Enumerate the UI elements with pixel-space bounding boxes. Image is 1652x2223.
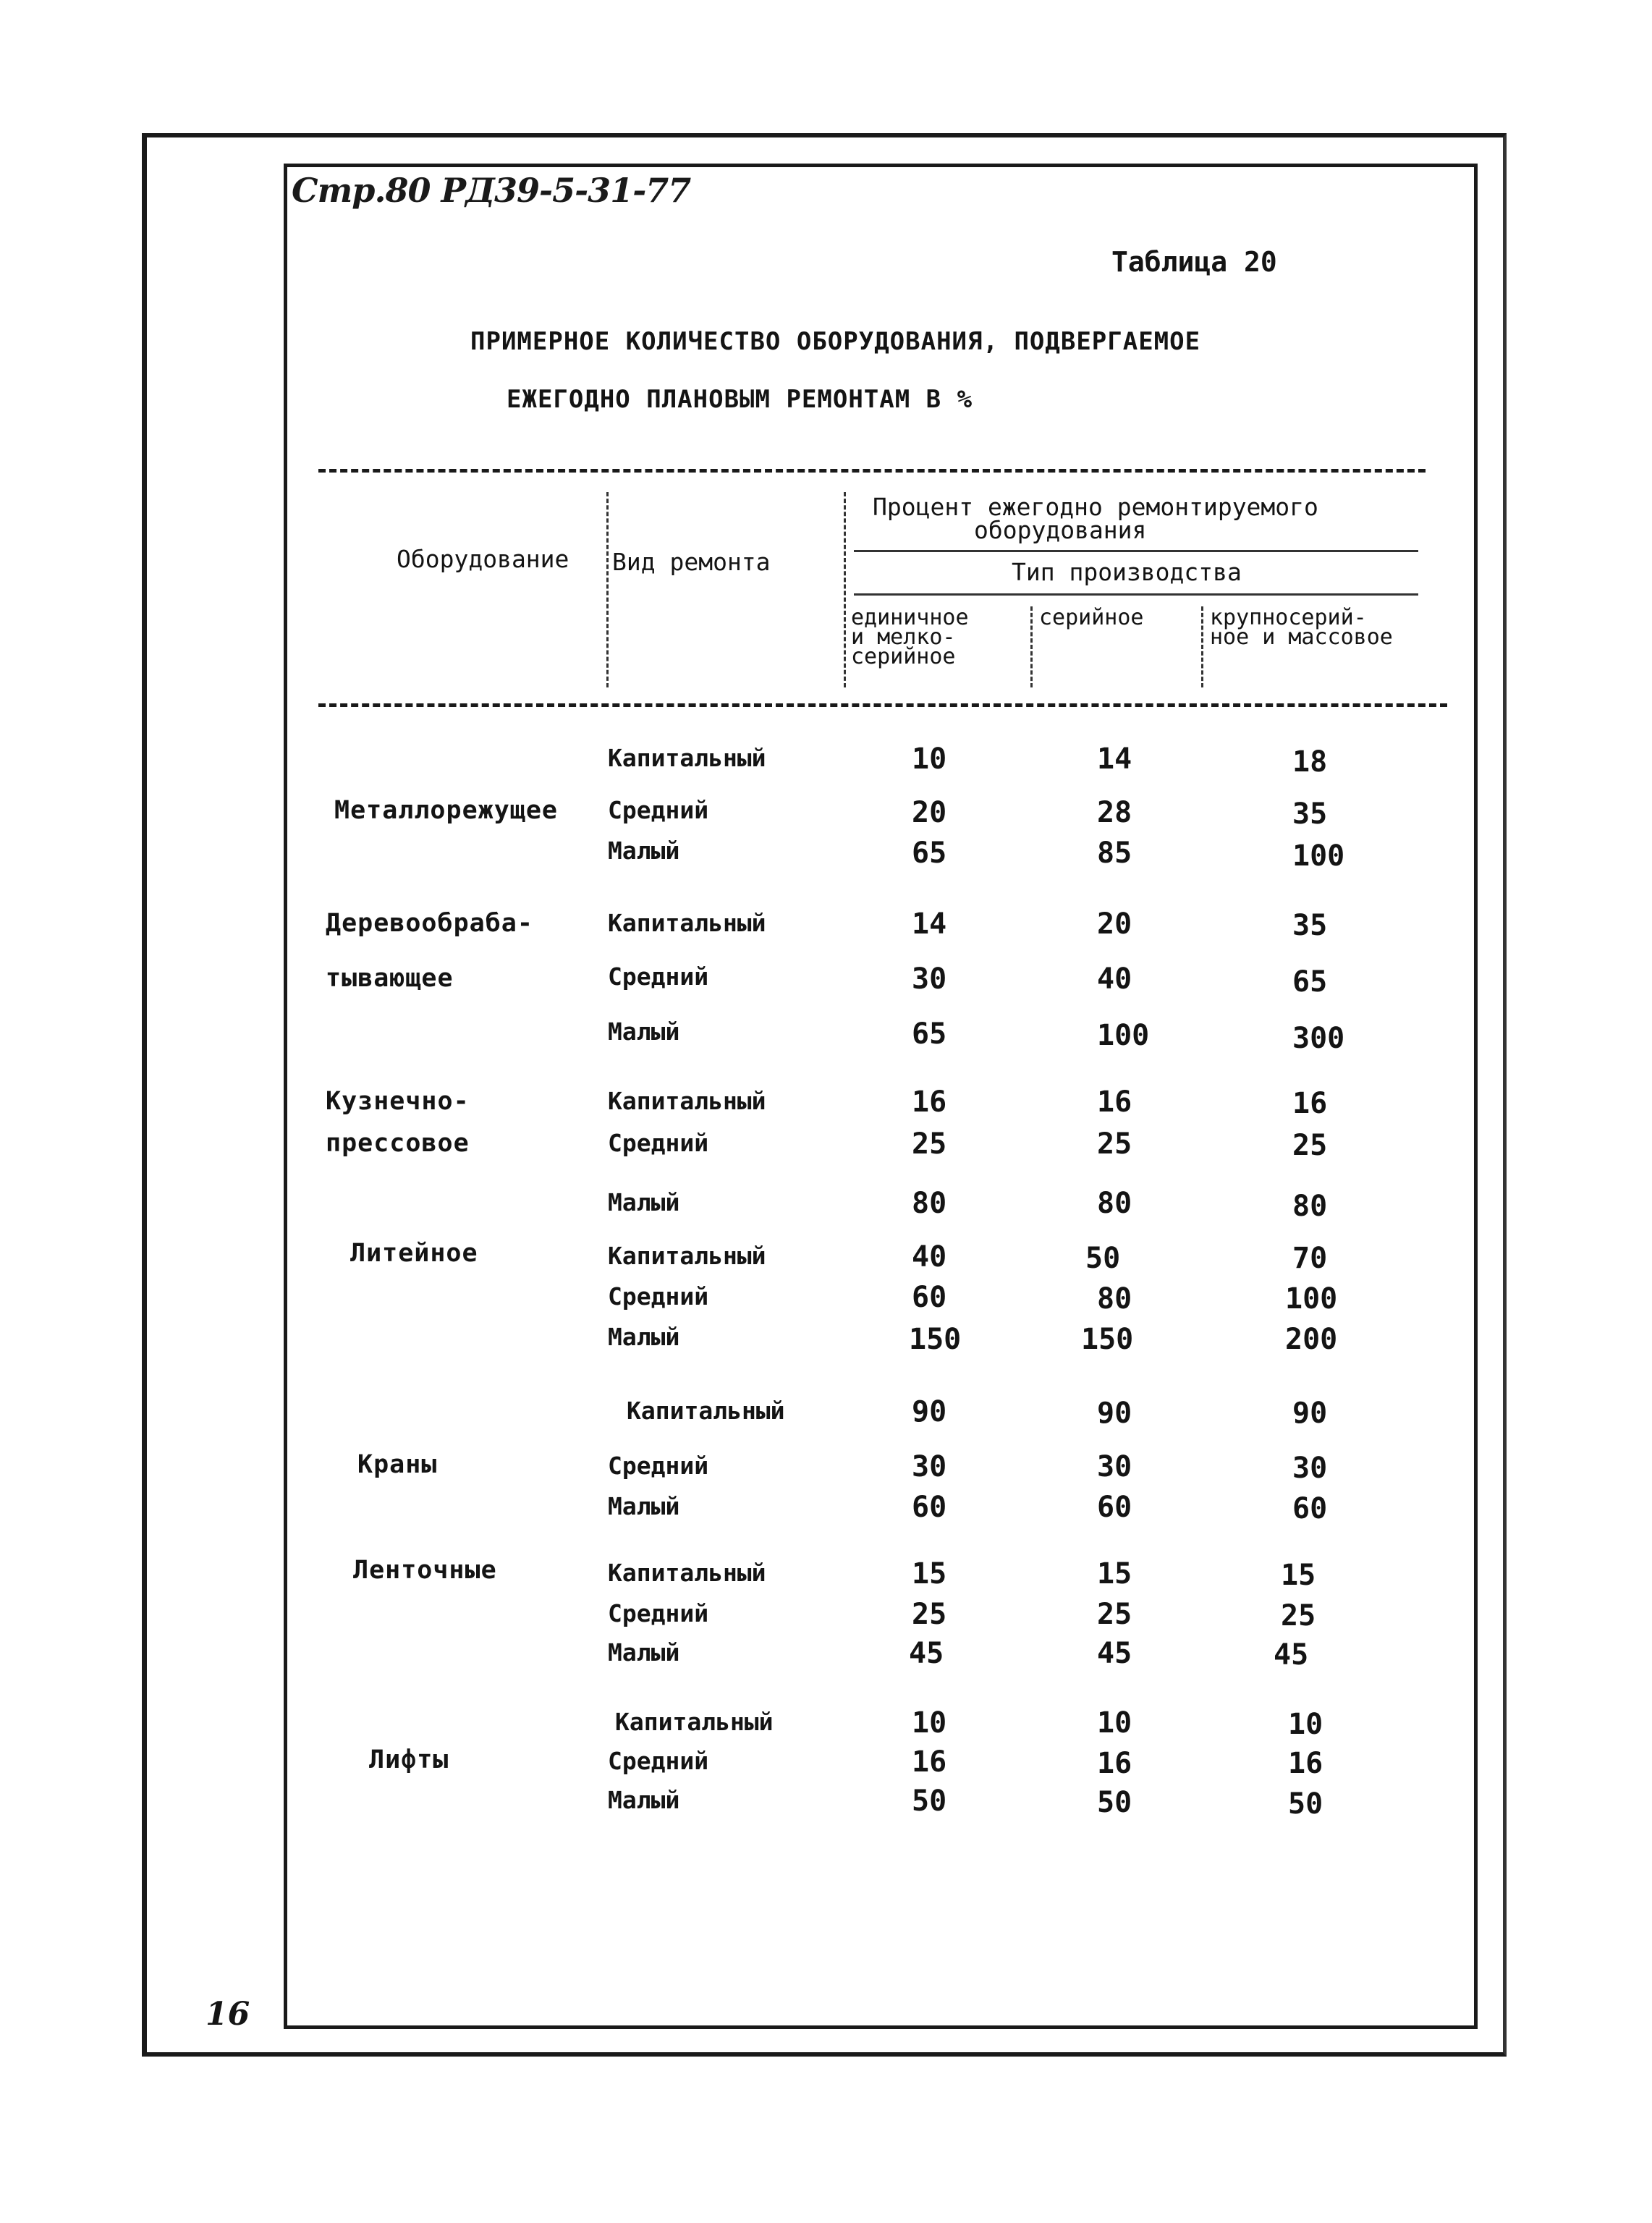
header-col-mass-line-1: крупносерий- [1210, 605, 1367, 630]
repair-type: Малый [608, 1017, 680, 1046]
value-single: 40 [912, 1240, 947, 1274]
value-single: 10 [912, 1706, 947, 1740]
table-title-line-1: ПРИМЕРНОЕ КОЛИЧЕСТВО ОБОРУДОВАНИЯ, ПОДВЕРГАЕМОЕ [470, 327, 1201, 356]
value-single: 10 [912, 742, 947, 776]
value-mass: 200 [1285, 1323, 1338, 1356]
value-serial: 20 [1097, 907, 1132, 941]
value-serial: 28 [1097, 796, 1132, 829]
value-mass: 90 [1292, 1397, 1328, 1430]
value-single: 25 [912, 1127, 947, 1161]
value-serial: 150 [1081, 1323, 1134, 1356]
value-single: 16 [912, 1745, 947, 1779]
repair-type: Средний [608, 1747, 709, 1775]
value-serial: 10 [1097, 1706, 1132, 1740]
header-equipment: Оборудование [397, 545, 569, 573]
value-single: 65 [912, 1017, 947, 1051]
value-mass: 60 [1292, 1492, 1328, 1525]
value-serial: 90 [1097, 1397, 1132, 1430]
value-single: 16 [912, 1085, 947, 1119]
value-mass: 15 [1281, 1559, 1316, 1592]
value-single: 45 [909, 1637, 944, 1670]
value-mass: 35 [1292, 797, 1328, 831]
value-single: 60 [912, 1491, 947, 1524]
value-serial: 60 [1097, 1491, 1132, 1524]
value-single: 60 [912, 1281, 947, 1314]
value-serial: 16 [1097, 1085, 1132, 1119]
value-single: 25 [912, 1598, 947, 1631]
repair-type: Капитальный [608, 1087, 766, 1115]
value-mass: 50 [1288, 1787, 1323, 1821]
header-percent-line-1: Процент ежегодно ремонтируемого [873, 493, 1318, 521]
header-bottom-rule [318, 703, 1447, 707]
value-mass: 35 [1292, 909, 1328, 942]
value-mass: 25 [1281, 1599, 1316, 1633]
repair-type: Средний [608, 1452, 709, 1480]
repair-type: Капитальный [608, 1242, 766, 1270]
header-divider-2 [844, 492, 846, 687]
value-mass: 300 [1292, 1022, 1345, 1055]
value-mass: 65 [1292, 965, 1328, 999]
repair-type: Малый [608, 1188, 680, 1216]
repair-type: Капитальный [627, 1397, 785, 1425]
value-mass: 45 [1274, 1638, 1309, 1672]
equipment-name: Ленточные [353, 1556, 497, 1585]
value-single: 50 [912, 1784, 947, 1818]
header-col-single-line-2: и мелко- [851, 624, 956, 650]
value-single: 80 [912, 1187, 947, 1220]
header-divider-4 [1201, 606, 1203, 687]
equipment-name-line-2: прессовое [326, 1129, 470, 1158]
repair-type: Малый [608, 1638, 680, 1667]
value-serial: 25 [1097, 1598, 1132, 1631]
value-mass: 100 [1292, 839, 1345, 873]
value-mass: 80 [1292, 1190, 1328, 1223]
value-serial: 100 [1097, 1019, 1150, 1052]
value-serial: 50 [1097, 1786, 1132, 1819]
value-serial: 15 [1097, 1557, 1132, 1591]
repair-type: Малый [608, 1323, 680, 1351]
equipment-name: Литейное [350, 1239, 478, 1268]
value-mass: 70 [1292, 1242, 1328, 1275]
value-mass: 16 [1292, 1087, 1328, 1120]
value-serial: 16 [1097, 1747, 1132, 1780]
header-production-type: Тип производства [1012, 558, 1242, 586]
value-single: 30 [912, 1450, 947, 1483]
value-mass: 25 [1292, 1129, 1328, 1162]
equipment-name: Лифты [369, 1745, 449, 1774]
header-repair-type: Вид ремонта [612, 548, 771, 576]
document-stamp: Стр.80 РД39-5-31-77 [292, 171, 691, 210]
repair-type: Средний [608, 1129, 709, 1157]
table-label: Таблица 20 [1111, 246, 1277, 278]
repair-type: Средний [608, 1282, 709, 1310]
header-rule-percent [854, 550, 1418, 552]
value-single: 90 [912, 1395, 947, 1428]
value-serial: 50 [1085, 1242, 1121, 1275]
value-mass: 100 [1285, 1282, 1338, 1316]
value-single: 20 [912, 796, 947, 829]
repair-type: Малый [608, 1786, 680, 1814]
value-mass: 10 [1288, 1708, 1323, 1741]
header-rule-production [854, 593, 1418, 596]
header-col-mass [1210, 605, 1393, 650]
repair-type: Малый [608, 1492, 680, 1520]
repair-type: Средний [608, 796, 709, 824]
repair-type: Капитальный [608, 909, 766, 937]
equipment-name: Металлорежущее [334, 796, 559, 825]
header-col-mass-line-2: ное и массовое [1210, 624, 1393, 650]
equipment-name-line-1: Деревообраба- [326, 909, 533, 938]
value-single: 65 [912, 837, 947, 870]
header-divider-3 [1030, 606, 1033, 687]
equipment-name-line-2: тывающее [326, 964, 454, 993]
value-single: 30 [912, 962, 947, 996]
value-serial: 80 [1097, 1187, 1132, 1220]
value-mass: 18 [1292, 745, 1328, 779]
repair-type: Средний [608, 1599, 709, 1627]
value-serial: 14 [1097, 742, 1132, 776]
value-serial: 85 [1097, 837, 1132, 870]
repair-type: Средний [608, 962, 709, 991]
value-single: 150 [909, 1323, 962, 1356]
value-mass: 16 [1288, 1747, 1323, 1780]
value-serial: 80 [1097, 1282, 1132, 1316]
value-mass: 30 [1292, 1452, 1328, 1485]
repair-type: Малый [608, 837, 680, 865]
value-serial: 40 [1097, 962, 1132, 996]
header-col-single-line-3: серийное [851, 644, 956, 669]
value-single: 14 [912, 907, 947, 941]
value-single: 15 [912, 1557, 947, 1591]
header-divider-1 [606, 492, 609, 687]
equipment-name: Краны [357, 1450, 438, 1479]
equipment-name-line-1: Кузнечно- [326, 1087, 470, 1116]
page-number: 16 [206, 1996, 250, 2033]
repair-type: Капитальный [608, 1559, 766, 1587]
repair-type: Капитальный [615, 1708, 774, 1736]
table-title-line-2: ЕЖЕГОДНО ПЛАНОВЫМ РЕМОНТАМ В % [507, 385, 973, 414]
value-serial: 45 [1097, 1637, 1132, 1670]
value-serial: 30 [1097, 1450, 1132, 1483]
header-col-single [851, 605, 969, 669]
header-top-rule [318, 469, 1426, 473]
repair-type: Капитальный [608, 744, 766, 772]
header-col-serial: серийное [1039, 605, 1144, 630]
header-percent-line-2: оборудования [974, 516, 1147, 544]
header-col-single-line-1: единичное [851, 605, 969, 630]
value-serial: 25 [1097, 1127, 1132, 1161]
